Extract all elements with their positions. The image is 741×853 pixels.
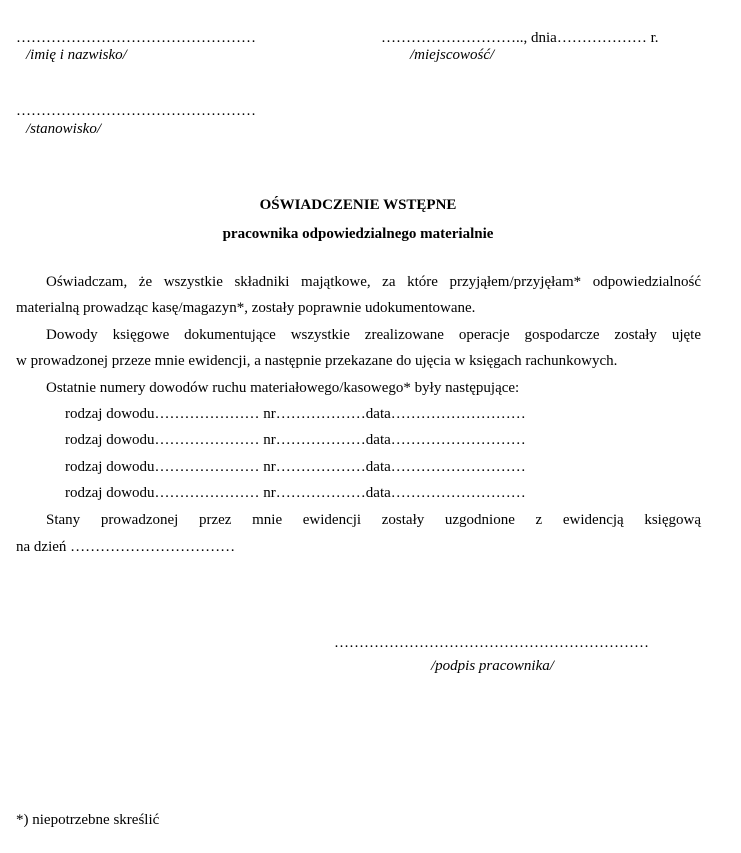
position-dots: ………………………………………… xyxy=(16,103,256,119)
place-date-line: ……………………….., dnia……………… r. xyxy=(381,30,659,46)
paragraph-2-line-1: Dowody księgowe dokumentujące wszystkie zrealizowane operacje gospodarcze zostały ujęte xyxy=(46,327,701,343)
name-dots: ………………………………………… xyxy=(16,30,256,46)
paragraph-4-line-2: na dzień …………………………… xyxy=(16,539,236,555)
position-label: /stanowisko/ xyxy=(26,121,102,137)
paragraph-1-line-1: Oświadczam, że wszystkie składniki majątkowe, za które przyjąłem/przyjęłam* odpowiedzialność xyxy=(46,274,701,290)
name-label: /imię i nazwisko/ xyxy=(26,47,127,63)
signature-label: /podpis pracownika/ xyxy=(431,658,554,674)
evidence-row-3: rodzaj dowodu………………… nr………………data……………………… xyxy=(65,459,526,475)
footnote: *) niepotrzebne skreślić xyxy=(16,812,160,828)
document-title: OŚWIADCZENIE WSTĘPNE xyxy=(259,197,457,213)
evidence-row-2: rodzaj dowodu………………… nr………………data……………………… xyxy=(65,432,526,448)
document-subtitle: pracownika odpowiedzialnego materialnie xyxy=(222,226,494,242)
paragraph-2-line-2: w prowadzonej przeze mnie ewidencji, a następnie przekazane do ujęcia w księgach rachunkowych. xyxy=(16,353,618,369)
evidence-row-4: rodzaj dowodu………………… nr………………data……………………… xyxy=(65,485,526,501)
signature-dots: ……………………………………………………… xyxy=(334,635,649,651)
paragraph-3-line-1: Ostatnie numery dowodów ruchu materiałowego/kasowego* były następujące: xyxy=(46,380,520,396)
paragraph-4-line-1: Stany prowadzonej przez mnie ewidencji zostały uzgodnione z ewidencją księgową xyxy=(46,512,701,528)
place-label: /miejscowość/ xyxy=(410,47,495,63)
paragraph-1-line-2: materialną prowadząc kasę/magazyn*, zostały poprawnie udokumentowane. xyxy=(16,300,476,316)
evidence-row-1: rodzaj dowodu………………… nr………………data……………………… xyxy=(65,406,526,422)
